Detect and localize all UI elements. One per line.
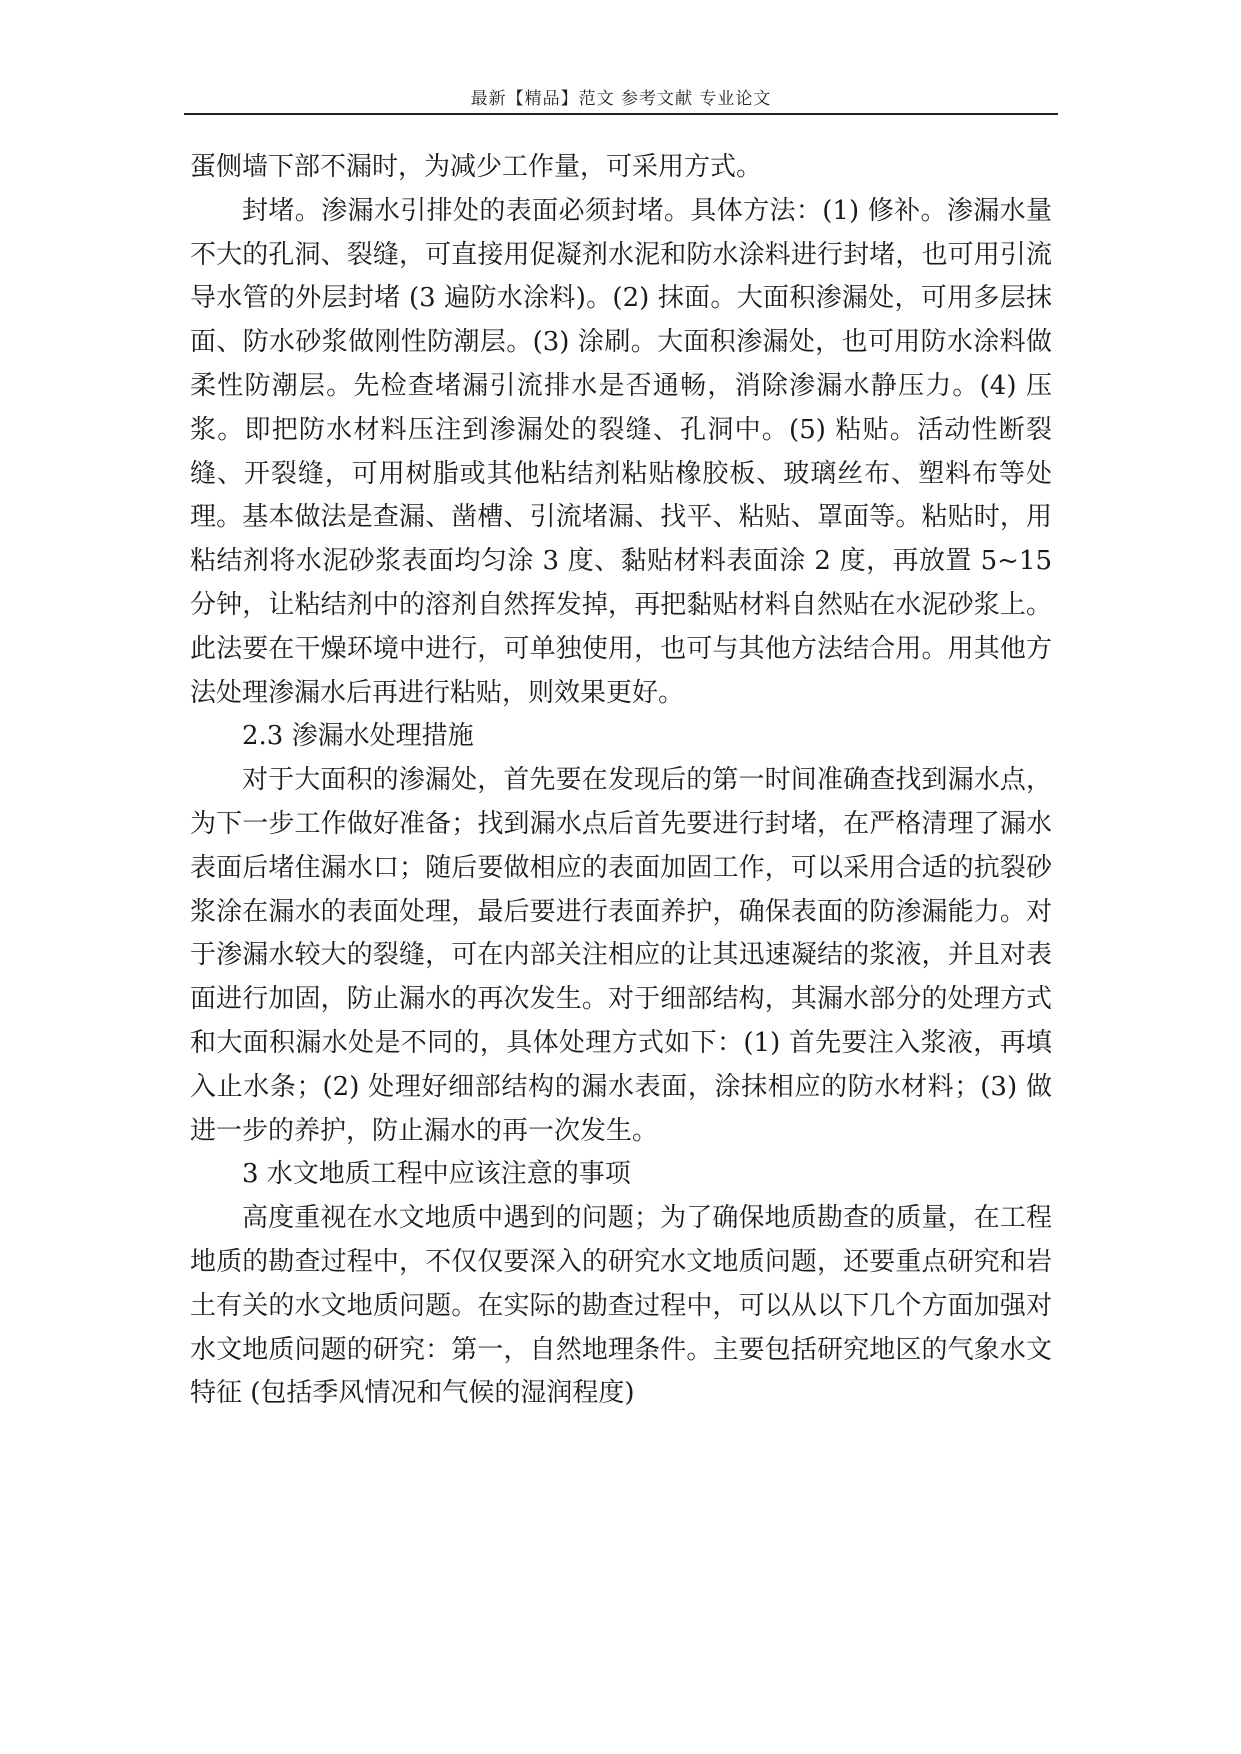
section-heading-2-3: 2.3 渗漏水处理措施 [242, 721, 474, 752]
page-header: 最新【精品】范文 参考文献 专业论文 [470, 89, 772, 109]
header-divider [184, 113, 1058, 115]
section-heading-3: 3 水文地质工程中应该注意的事项 [242, 1159, 631, 1190]
document-body [190, 146, 1052, 1416]
paragraph-leakage-measures: 对于大面积的渗漏处，首先要在发现后的第一时间准确查找到漏水点，为下一步工作做好准备；找到漏水点后首先要进行封堵，在严格清理了漏水表面后堵住漏水口；随后要做相应的表面加固工作，可以采用合适的抗裂砂浆涂在漏水的表面处理，最后要进行表面养护，确保表面的防渗漏能力。对于渗漏水较大的裂缝，可在内部关注相应的让其迅速凝结的浆液，并且对表面进行加固，防止漏水的再次发生。对于细部结构，其漏水部分的处理方式和大面积漏水处是不同的，具体处理方式如下：(1) 首先要注入浆液，再填入止水条；(2) 处理好细部结构的漏水表面，涂抹相应的防水材料；(3) 做进一步的养护，防止漏水的再一次发生。 [190, 765, 1052, 1146]
paragraph-hydrogeology-issues: 高度重视在水文地质中遇到的问题；为了确保地质勘查的质量，在工程地质的勘查过程中，不仅仅要深入的研究水文地质问题，还要重点研究和岩土有关的水文地质问题。在实际的勘查过程中，可以从以下几个方面加强对水文地质问题的研究：第一，自然地理条件。主要包括研究地区的气象水文特征 (包括季风情况和气候的湿润程度) [190, 1203, 1052, 1409]
paragraph-continuation: 蛋侧墙下部不漏时，为减少工作量，可采用方式。 [190, 152, 763, 182]
paragraph-sealing-methods: 封堵。渗漏水引排处的表面必须封堵。具体方法：(1) 修补。渗漏水量不大的孔洞、裂缝，可直接用促凝剂水泥和防水涂料进行封堵，也可用引流导水管的外层封堵 (3 遍防水涂料)。(2) 抹面。大面积渗漏处，可用多层抹面、防水砂浆做刚性防潮层。(3) 涂刷。大面积渗漏处，也可用防水涂料做柔性防潮层。先检查堵漏引流排水是否通畅，消除渗漏水静压力。(4) 压浆。即把防水材料压注到渗漏处的裂缝、孔洞中。(5) 粘贴。活动性断裂缝、开裂缝，可用树脂或其他粘结剂粘贴橡胶板、玻璃丝布、塑料布等处理。基本做法是查漏、凿槽、引流堵漏、找平、粘贴、罩面等。粘贴时，用粘结剂将水泥砂浆表面均匀涂 3 度、黏贴材料表面涂 2 度，再放置 5~15 分钟，让粘结剂中的溶剂自然挥发掉，再把黏贴材料自然贴在水泥砂浆上。此法要在干燥环境中进行，可单独使用，也可与其他方法结合用。用其他方法处理渗漏水后再进行粘贴，则效果更好。 [190, 195, 1052, 708]
